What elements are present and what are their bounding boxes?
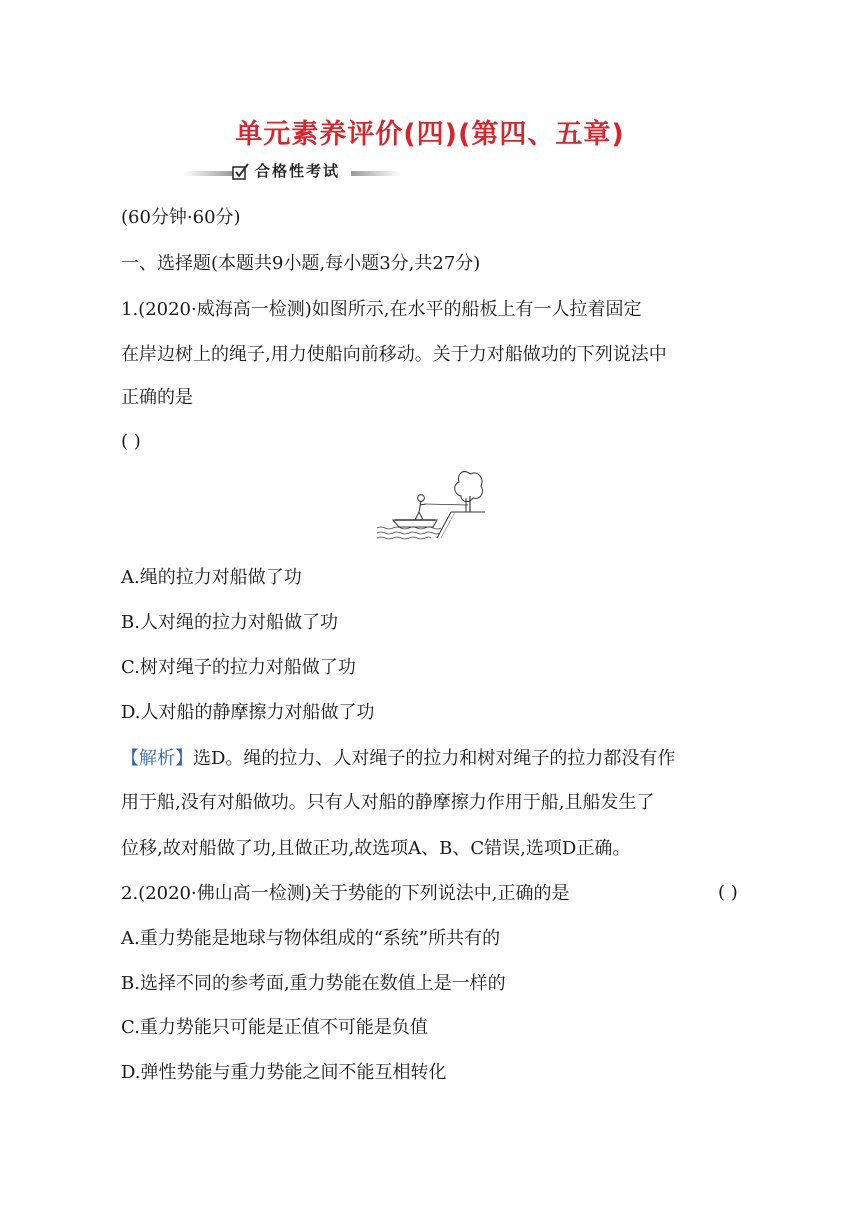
- analysis-tag: 【解析】: [121, 748, 193, 769]
- q2-option-a: A.重力势能是地球与物体组成的“系统”所共有的: [121, 928, 501, 949]
- q1-analysis-line: [121, 747, 675, 771]
- exam-info: (60分钟·60分): [121, 207, 241, 228]
- q2-stem: 2.(2020·佛山高一检测)关于势能的下列说法中,正确的是: [121, 883, 570, 904]
- boat-rope-tree-figure: [375, 468, 495, 540]
- section-label: 合格性考试: [255, 162, 341, 180]
- q1-option-a: A.绳的拉力对船做了功: [121, 567, 302, 588]
- q1-answer-blank: ( ): [121, 431, 141, 452]
- q2-option-d: D.弹性势能与重力势能之间不能互相转化: [121, 1062, 447, 1083]
- q1-stem-line: 1.(2020·威海高一检测)如图所示,在水平的船板上有一人拉着固定: [121, 299, 642, 320]
- q1-option-d: D.人对船的静摩擦力对船做了功: [121, 702, 375, 723]
- q1-stem-line: 在岸边树上的绳子,用力使船向前移动。关于力对船做功的下列说法中: [121, 344, 667, 365]
- q1-analysis-line: 用于船,没有对船做功。只有人对船的静摩擦力作用于船,且船发生了: [121, 792, 655, 813]
- q1-option-b: B.人对绳的拉力对船做了功: [121, 612, 338, 633]
- banner-left-bar: [183, 171, 233, 176]
- checkbox-pen-icon: [231, 162, 251, 182]
- q2-option-b: B.选择不同的参考面,重力势能在数值上是一样的: [121, 973, 506, 994]
- section-banner: [183, 160, 408, 186]
- q1-analysis-line: 位移,故对船做了功,且做正功,故选项A、B、C错误,选项D正确。: [121, 838, 631, 859]
- banner-right-bar: [351, 171, 401, 176]
- page-title: 单元素养评价(四)(第四、五章): [235, 119, 625, 150]
- q2-option-c: C.重力势能只可能是正值不可能是负值: [121, 1017, 428, 1038]
- q1-option-c: C.树对绳子的拉力对船做了功: [121, 657, 356, 678]
- analysis-text: 选D。绳的拉力、人对绳子的拉力和树对绳子的拉力都没有作: [193, 748, 676, 769]
- q2-answer-blank: ( ): [718, 882, 738, 903]
- part1-heading: 一、选择题(本题共9小题,每小题3分,共27分): [121, 253, 481, 274]
- q1-stem-line: 正确的是: [121, 387, 193, 408]
